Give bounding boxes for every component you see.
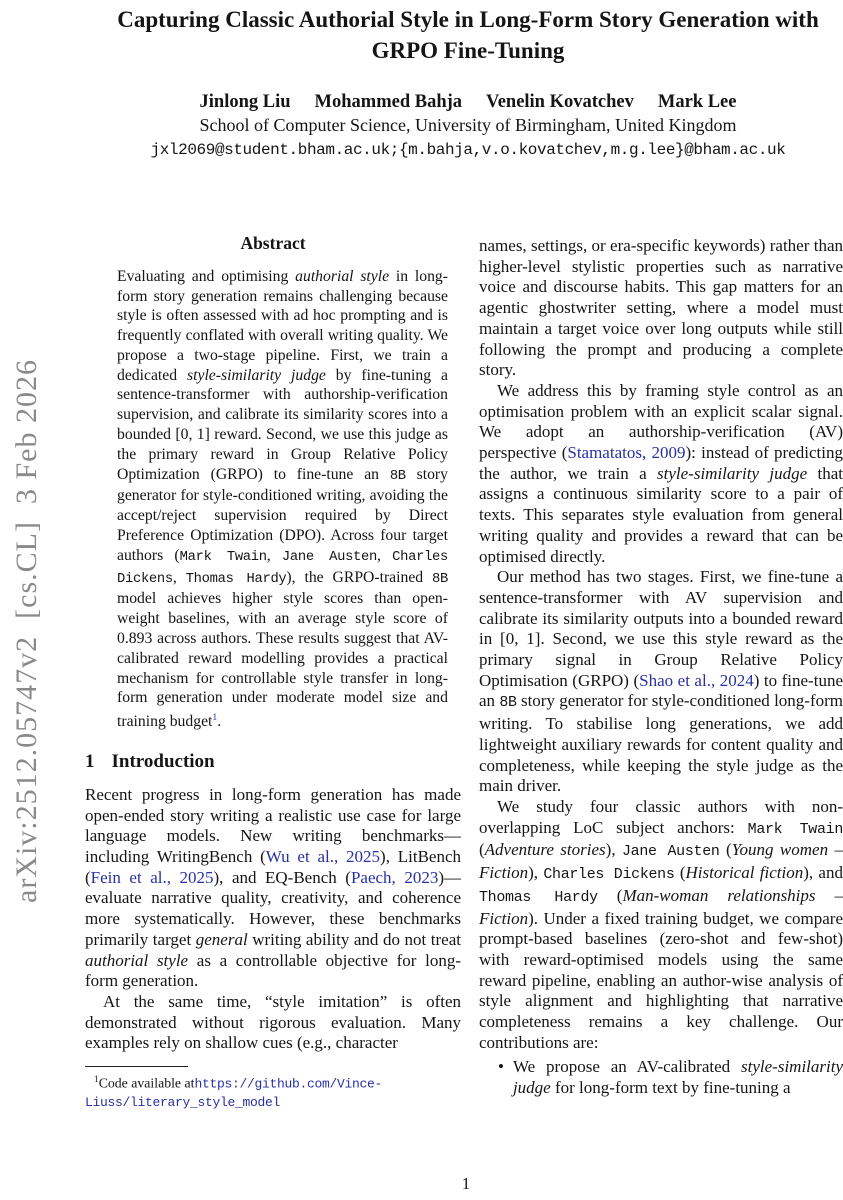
text-run: Evaluating and optimising <box>117 267 296 285</box>
mono-text: Mark Twain <box>747 821 843 838</box>
text-run: We address this by framing style control as an optimisation problem with an explicit scalar signal. We adopt an authorship-verification (AV) perspective ( <box>479 380 843 463</box>
footnote-rule <box>85 1066 188 1067</box>
text-run: Our method has two stages. First, we fine-tune a sentence-transformer with AV supervision and calibrate its similarity outputs into a bounded reward in [0, 1]. Second, we use this style reward as the primary signal in Group Relative Policy Optimisation (GRPO) ( <box>479 567 843 690</box>
text-run: We study four classic authors with non-overlapping LoC subject anchors: <box>479 796 843 837</box>
italic-text: Adventure stories <box>484 840 606 860</box>
author-name: Mohammed Bahja <box>314 92 463 112</box>
text-run: At the same time, “style imitation” is often demonstrated without rigorous evaluation. Many examples rely on shallow cues (e.g., character <box>85 992 461 1053</box>
mono-text: Charles Dickens <box>543 867 675 884</box>
url-link[interactable]: https://github.com/Vince-Liuss/literary_style_model <box>85 1076 383 1110</box>
citation-link[interactable]: Paech, 2023 <box>350 867 439 887</box>
text-run: Recent progress in long-form generation has made open-ended story writing a realistic use case for large language models. New writing benchmarks—including WritingBench ( <box>85 784 461 867</box>
footnote-text <box>85 1072 461 1111</box>
paper-title <box>93 4 843 66</box>
italic-text: style-similarity judge <box>657 463 808 483</box>
author-name: Mark Lee <box>657 92 737 112</box>
author-name: Jinlong Liu <box>199 92 291 112</box>
text-run: story generator for style-conditioned long-form writing. To stabilise long generations, we add lightweight auxiliary rewards for content quality and completeness, while keeping the style judge as the main driver. <box>479 691 843 796</box>
right-column <box>479 236 843 1099</box>
citation-link[interactable]: Stamatatos, 2009 <box>567 443 686 463</box>
mono-text: Thomas Hardy <box>479 889 598 906</box>
text-run: as a controllable objective for long-form generation. <box>85 950 461 991</box>
italic-text: Historical fiction <box>685 863 804 883</box>
left-column <box>85 233 461 1111</box>
citation-link[interactable]: Shao et al., 2024 <box>639 670 754 690</box>
body-paragraph-4 <box>479 797 843 1053</box>
paper-header <box>93 4 843 159</box>
text-run: , <box>172 568 186 586</box>
text-run: model achieves higher style scores than open-weight baselines, with an average style score of 0.893 across authors. These results suggest that AV-calibrated reward modelling provides a practical mechanism for controllable style transfer in long-form generation under moderate model size and training budget <box>117 590 448 731</box>
citation-link[interactable]: Wu et al., 2025 <box>265 847 381 867</box>
footnote-marker: 1 <box>94 1075 99 1086</box>
page-number: 1 <box>461 1174 471 1193</box>
abstract-heading: Abstract <box>240 233 306 253</box>
abstract-paragraph <box>117 267 448 733</box>
text-run: ( <box>674 863 686 883</box>
body-paragraph-3 <box>479 567 843 797</box>
contribution-bullet <box>498 1057 843 1098</box>
text-run: ), and EQ-Bench ( <box>213 867 351 887</box>
author-list <box>93 92 843 113</box>
mono-text: Charles Dickens <box>117 549 449 587</box>
intro-paragraph-1 <box>85 785 461 992</box>
text-run: Code available at <box>98 1075 195 1091</box>
text-run: names, settings, or era-specific keywords) rather than higher-level stylistic properties such as narrative voice and discourse habits. This gap matters for an agentic ghostwriter setting, where a model must maintain a target voice over long outputs while still following the prompt and producing a complete story. <box>479 236 843 380</box>
text-run: , <box>266 546 282 564</box>
section-heading-introduction <box>85 752 461 773</box>
mono-text: Jane Austen <box>281 549 377 565</box>
mono-text: Mark Twain <box>179 549 267 565</box>
bullet-icon: • <box>498 1057 504 1077</box>
text-run: in long-form story generation remains challenging because style is often assessed with ad hoc prompting and is frequently conflated with overall writing quality. We propose a two-stage pipeline. First, we train a dedicated <box>117 267 448 384</box>
text-run: ), <box>605 840 622 860</box>
author-name: Venelin Kovatchev <box>486 92 634 112</box>
section-number: 1 <box>85 751 95 773</box>
text-run: , <box>377 546 393 564</box>
intro-paragraph-2 <box>85 992 461 1054</box>
mono-text: 8B <box>499 695 517 712</box>
text-run: ), <box>528 863 544 883</box>
text-run: ), the GRPO-trained <box>286 568 433 586</box>
mono-text: Jane Austen <box>621 844 720 861</box>
mono-text: 8B <box>432 571 449 587</box>
arxiv-watermark: arXiv:2512.05747v2 [cs.CL] 3 Feb 2026 <box>10 359 43 903</box>
italic-text: authorial style <box>85 950 189 970</box>
text-run: that assigns a continuous similarity score to a pair of texts. This separates style evaluation from general writing quality and provides a reward that can be optimised directly. <box>479 463 843 566</box>
paper-title-line2: GRPO Fine-Tuning <box>371 38 565 63</box>
footnote-ref-link[interactable]: 1 <box>212 712 218 724</box>
email-line[interactable]: jxl2069@student.bham.ac.uk;{m.bahja,v.o.kovatchev,m.g.lee}@bham.ac.uk <box>150 141 786 159</box>
contribution-bullet-text <box>513 1057 843 1098</box>
italic-text: authorial style <box>295 267 390 285</box>
text-run: ), and <box>803 863 843 883</box>
mono-text: 8B <box>389 468 406 484</box>
body-paragraph-continuation <box>479 236 843 381</box>
text-run: ). Under a fixed training budget, we compare prompt-based baselines (zero-shot and few-shot) with reward-optimised models using the same reward pipeline, enabling an author-wise analysis of style alignment and highlighting that narrative completeness remains a key challenge. Our contributions are: <box>479 908 843 1052</box>
section-title: Introduction <box>111 751 215 773</box>
italic-text: style-similarity judge <box>512 1057 843 1098</box>
text-run: for long-form text by fine-tuning a <box>550 1078 791 1098</box>
italic-text: style-similarity judge <box>187 366 326 384</box>
text-run: ( <box>719 840 732 860</box>
text-run: ( <box>479 840 485 860</box>
affiliation: School of Computer Science, University of Birmingham, United Kingdom <box>199 115 737 135</box>
italic-text: general <box>195 929 248 949</box>
mono-text: Thomas Hardy <box>185 571 287 587</box>
paper-title-line1: Capturing Classic Authorial Style in Long-Form Story Generation with <box>117 7 819 32</box>
italic-text: Young women – Fiction <box>479 840 843 883</box>
italic-text: Man-woman relationships – Fiction <box>479 885 843 928</box>
text-run: ), LitBench ( <box>85 847 462 887</box>
citation-link[interactable]: Fein et al., 2025 <box>90 867 214 887</box>
text-run: writing ability and do not treat <box>247 929 461 949</box>
text-run: ) to fine-tune an <box>479 670 843 711</box>
text-run: We propose an AV-calibrated <box>512 1057 742 1077</box>
text-run: by fine-tuning a sentence-transformer with authorship-verification supervision, and calibrate its similarity scores into a bounded [0, 1] reward. Second, we use this judge as the primary reward in Group Relative Policy Optimization (GRPO) to fine-tune an <box>117 366 448 483</box>
text-run: ): instead of predicting the author, we train a <box>479 443 843 483</box>
body-paragraph-2 <box>479 381 843 567</box>
text-run: ( <box>597 885 623 905</box>
text-run: )—evaluate narrative quality, creativity, and coherence more systematically. However, these benchmarks primarily target <box>85 867 462 949</box>
text-run: . <box>217 713 222 731</box>
text-run: story generator for style-conditioned writing, avoiding the accept/reject supervision required by Direct Preference Optimization (DPO). Across four target authors ( <box>117 465 448 564</box>
